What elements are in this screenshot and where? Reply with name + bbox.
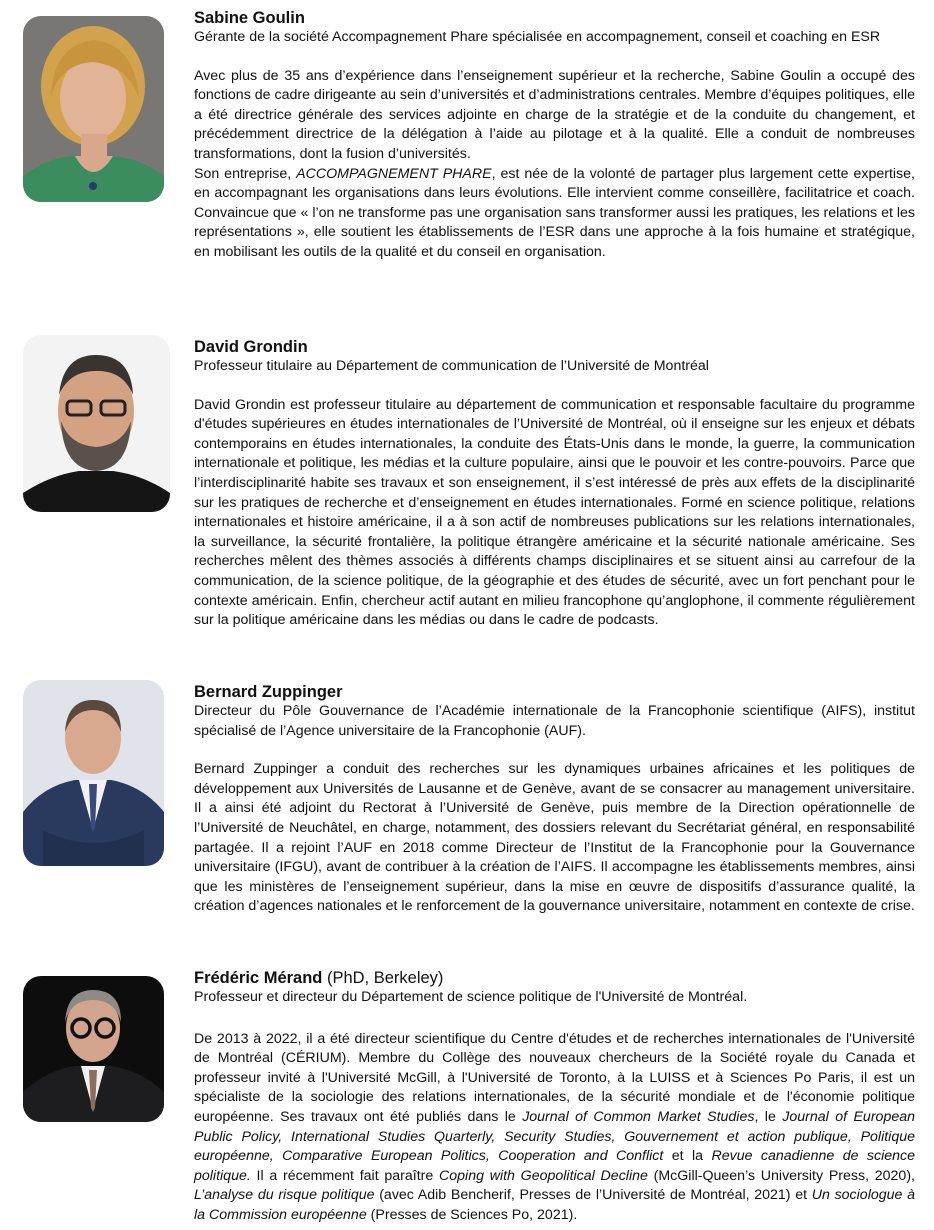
portrait-photo [23, 976, 164, 1122]
bio-paragraph: Avec plus de 35 ans d’expérience dans l’enseignement supérieur et la recherche, Sabine Goulin a occupé des fonctions de cadre dirigeante au sein d’universités et d’administrations centrales. Membre d’équipes politiques, elle a été directrice générale des services adjointe en charge de la stratégie et de la conduite du changement, et précédemment directrice de la délégation à l’aide au pilotage et à la qualité. Elle a conduit de nombreuses transformations, dont la fusion d’universités. [194, 67, 915, 162]
portrait-photo-icon [23, 16, 164, 202]
bio-paragraph: Bernard Zuppinger a conduit des recherches sur les dynamiques urbaines africaines et les politiques de développement aux Universités de Lausanne et de Genève, avant de se consacrer au management universitaire. Il a ainsi été adjoint du Rectorat à l’Université de Genève, puis membre de la Direction opérationnelle de l’Université de Neuchâtel, en charge, notamment, des dossiers relevant du Secrétariat général, en responsabilité partagée. Il a rejoint l’AUF en 2018 comme Directeur de l’Institut de la Francophonie pour la Gouvernance universitaire (IFGU), avant de contribuer à la création de l’AIFS. Il accompagne les établissements membres, ainsi que les ministères de l’enseignement supérieur, dans la mise en œuvre de dispositifs d’assurance qualité, la création d’agences nationales et le renforcement de la gouvernance universitaire, notamment en contexte de crise. [194, 761, 915, 915]
person-role: Professeur et directeur du Département de science politique de l'Université de Montréal. [194, 989, 748, 1005]
person-role: Directeur du Pôle Gouvernance de l’Académie internationale de la Francophonie scientifique (AIFS), institut spécialisé de l’Agence universitaire de la Francophonie (AUF). [194, 703, 915, 739]
bio-paragraph: De 2013 à 2022, il a été directeur scientifique du Centre d'études et de recherches internationales de l'Université de Montréal (CÉRIUM). Membre du Collège des nouveaux chercheurs de la Société royale du Canada et professeur invité à l'Université McGill, à l'Université de Toronto, à la LUISS et à Sciences Po Paris, il est un spécialiste de la sociologie des relations internationales, de la sécurité mondiale et de l'économie politique européenne. Ses travaux ont été publiés dans le Journal of Common Market Studies, le Journal of European Public Policy, International Studies Quarterly, Security Studies, Gouvernement et action publique, Politique européenne, Comparative European Politics, Cooperation and Conflict et la Revue canadienne de science politique. Il a récemment fait paraître Coping with Geopolitical Decline (McGill-Queen’s University Press, 2020), L’analyse du risque politique (avec Adib Bencherif, Presses de l’Université de Montréal, 2021) et Un sociologue à la Commission européenne (Presses de Sciences Po, 2021). [194, 1030, 916, 1223]
portrait-photo-icon [23, 976, 164, 1122]
person-role: Gérante de la société Accompagnement Phare spécialisée en accompagnement, conseil et coaching en ESR [194, 29, 881, 45]
person-role: Professeur titulaire au Département de communication de l’Université de Montréal [194, 358, 709, 374]
person-name: David Grondin [194, 338, 308, 356]
portrait-photo [23, 335, 170, 512]
person-degree: (PhD, Berkeley) [322, 969, 444, 987]
portrait-photo [23, 680, 164, 866]
portrait-photo-icon [23, 680, 164, 866]
person-name: Frédéric Mérand (PhD, Berkeley) [194, 969, 444, 987]
person-name: Sabine Goulin [194, 9, 305, 27]
portrait-photo-icon [23, 335, 170, 512]
company-name: ACCOMPAGNEMENT PHARE [296, 165, 492, 182]
bio-paragraph: Son entreprise, ACCOMPAGNEMENT PHARE, est née de la volonté de partager plus largement cette expertise, en accompagnant les organisations dans leurs évolutions. Elle intervient comme conseillère, facilitatrice et coach. Convaincue que « l’on ne transforme pas une organisation sans transformer aussi les pratiques, les relations et les représentations », elle soutient les établissements de l’ESR dans une approche à la fois humaine et stratégique, en mobilisant les outils de la qualité et du conseil en organisation. [194, 165, 915, 260]
bio-paragraph: David Grondin est professeur titulaire au département de communication et responsable facultaire du programme d'études supérieures en études internationales de l’Université de Montréal, où il enseigne sur les enjeux et débats contemporains en études internationales, la conduite des États-Unis dans le monde, la guerre, la communication internationale et politique, les médias et la culture populaire, ainsi que le pouvoir et les contre-pouvoirs. Parce que l’interdisciplinarité habite ses travaux et son enseignement, il s’est intéressé de près aux effets de la disciplinarité sur les pratiques de recherche et d’enseignement en études internationales. Formé en science politique, relations internationales et histoire américaine, il a à son actif de nombreuses publications sur les relations internationales, la surveillance, la sécurité frontalière, la politique étrangère américaine et la sécurité nationale américaine. Ses recherches mêlent des thèmes associés à différents champs disciplinaires et se situent ainsi au carrefour de la communication, de la science politique, de la géographie et des études de sécurité, avec un fort penchant pour le contexte américain. Enfin, chercheur actif autant en milieu francophone qu’anglophone, il commente régulièrement sur la politique américaine dans les médias ou dans le cadre de podcasts. [194, 396, 915, 629]
portrait-photo [23, 16, 164, 202]
person-name: Bernard Zuppinger [194, 683, 343, 701]
